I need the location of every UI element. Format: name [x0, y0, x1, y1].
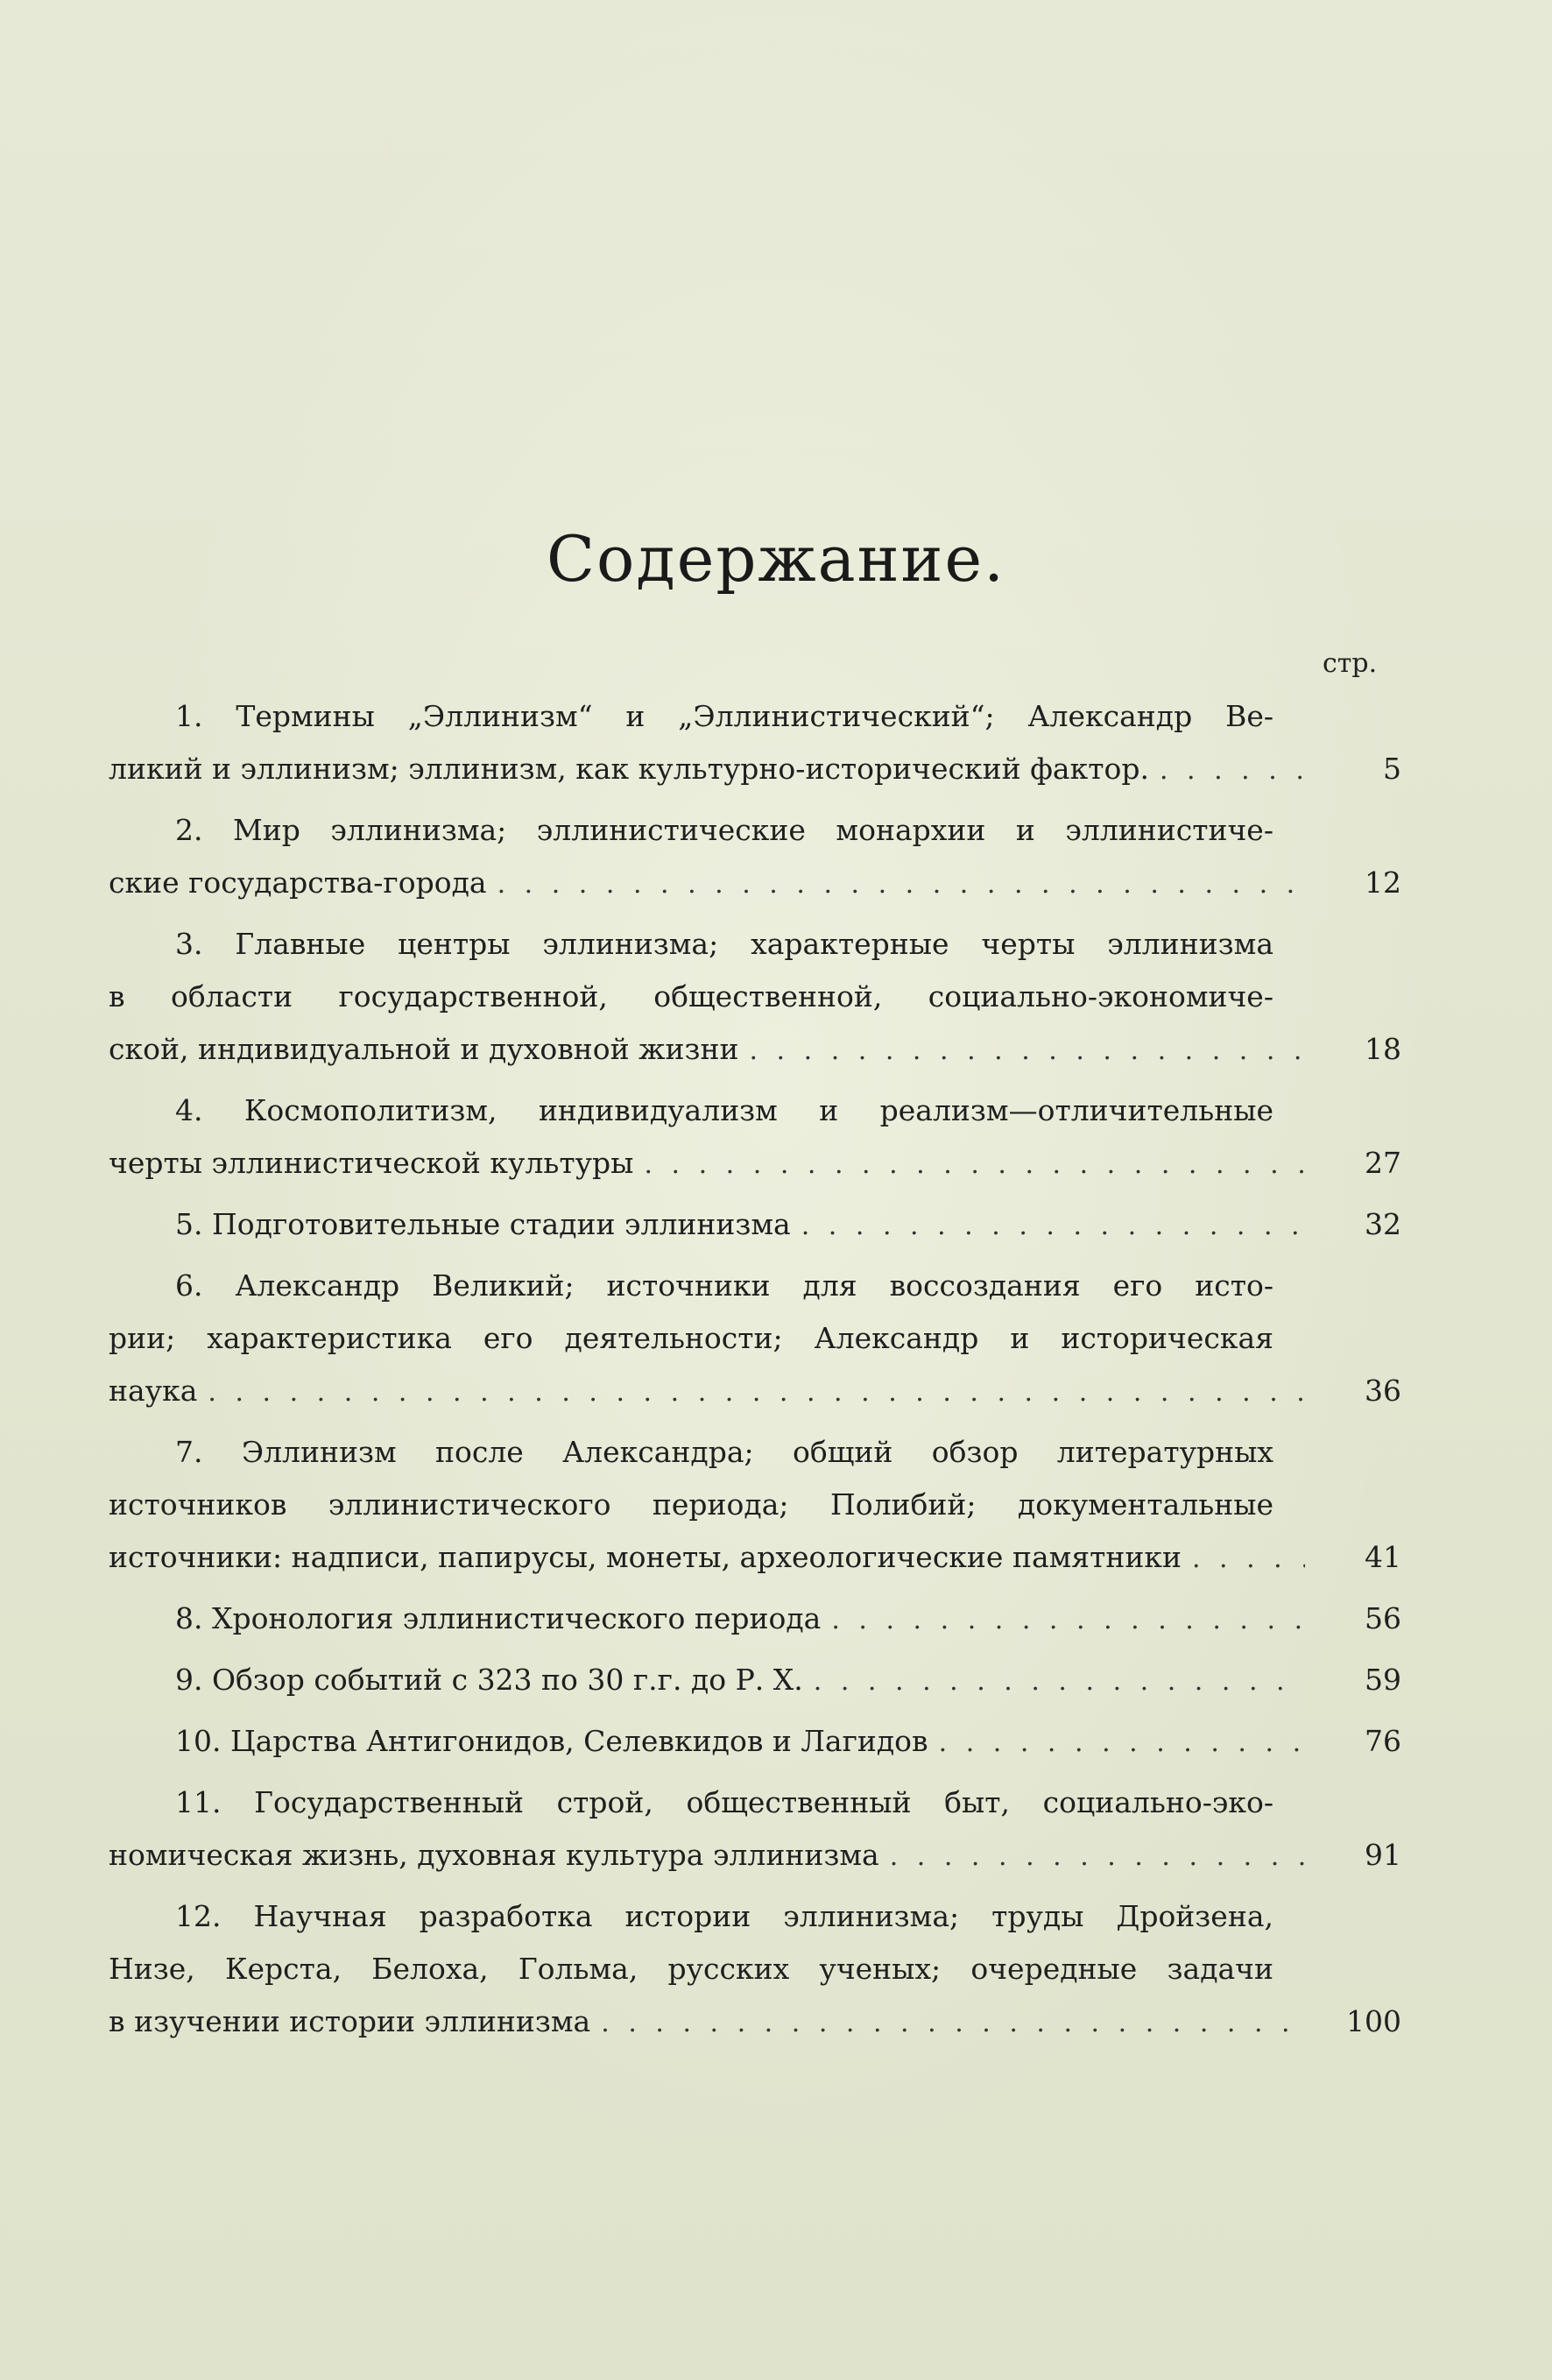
page-title: Содержание. — [546, 522, 1006, 596]
toc-entry-text: 5. Подготовительные стадии эллинизма — [175, 1207, 791, 1241]
toc-entry — [109, 1593, 1401, 1645]
toc-entry-last-line — [109, 1654, 1401, 1706]
toc-page-number: 27 — [1365, 1146, 1401, 1180]
dot-leader — [590, 1997, 1305, 2048]
dot-leader — [1182, 1533, 1305, 1584]
toc-entry-text: источников эллинистического периода; Полибий; документальные — [109, 1487, 1273, 1522]
toc-entry-text: 6. Александр Великий; источники для воссоздания его исто- — [175, 1268, 1273, 1303]
toc-entry-line — [109, 1084, 1273, 1137]
toc-entry-last-line — [109, 743, 1401, 795]
toc-entry-last-line — [109, 1531, 1401, 1584]
toc-entry-last-line — [109, 1715, 1401, 1768]
toc-entry-text: 12. Научная разработка истории эллинизма; труды Дройзена, — [175, 1899, 1273, 1933]
toc-entry-line — [109, 1426, 1273, 1479]
dot-leader — [928, 1717, 1305, 1768]
toc-entry-text: 1. Термины „Эллинизм“ и „Эллинистический“; Александр Ве- — [175, 699, 1273, 733]
dot-leader — [633, 1139, 1305, 1190]
toc-entry-text: ликий и эллинизм; эллинизм, как культурно-исторический фактор. — [109, 752, 1149, 786]
toc-entry — [109, 1260, 1401, 1417]
toc-entry-text: ской, индивидуальной и духовной жизни — [109, 1032, 739, 1066]
dot-leader — [738, 1025, 1305, 1076]
toc-entry-text: 7. Эллинизм после Александра; общий обзор литературных — [175, 1435, 1273, 1469]
toc-entry-last-line — [109, 1995, 1401, 2048]
toc-page-number: 5 — [1383, 752, 1401, 786]
toc-entry-text: черты эллинистической культуры — [109, 1146, 634, 1180]
toc-entry — [109, 1890, 1401, 2048]
toc-entry-line — [109, 1260, 1273, 1312]
toc-entry-text: 9. Обзор событий с 323 по 30 г.г. до Р. Х. — [175, 1663, 803, 1697]
toc-entry-line — [109, 1943, 1273, 1995]
toc-entry-text: наука — [109, 1374, 198, 1408]
toc-page-number: 41 — [1365, 1540, 1401, 1574]
dot-leader — [821, 1594, 1305, 1645]
toc-page-number: 18 — [1365, 1032, 1401, 1066]
toc-entry — [109, 804, 1401, 909]
toc-entry — [109, 918, 1401, 1076]
toc-entry-line — [109, 1479, 1273, 1531]
dot-leader — [197, 1367, 1305, 1417]
toc-entry-text: номическая жизнь, духовная культура эллинизма — [109, 1838, 879, 1872]
toc-entry-line — [109, 1776, 1273, 1829]
toc-page-number: 56 — [1365, 1601, 1401, 1635]
dot-leader — [1149, 745, 1305, 795]
toc-page-number: 59 — [1365, 1663, 1401, 1697]
toc-entry-text: 10. Царства Антигонидов, Селевкидов и Лагидов — [175, 1724, 928, 1758]
toc-entry-text: 2. Мир эллинизма; эллинистические монархии и эллинистиче- — [175, 813, 1273, 847]
toc-entry-last-line — [109, 1829, 1401, 1882]
toc-entry-last-line — [109, 857, 1401, 909]
toc-page-number: 32 — [1365, 1207, 1401, 1241]
toc-entry — [109, 1654, 1401, 1706]
toc-page-number: 91 — [1365, 1838, 1401, 1872]
toc-entry-line — [109, 690, 1273, 743]
toc-entry-last-line — [109, 1137, 1401, 1190]
toc-entry — [109, 1715, 1401, 1768]
toc-entry-text: 3. Главные центры эллинизма; характерные черты эллинизма — [175, 927, 1273, 961]
toc-entry-text: 4. Космополитизм, индивидуализм и реализм—отличительные — [175, 1093, 1273, 1127]
toc-entry-line — [109, 1890, 1273, 1943]
toc-entry-text: в области государственной, общественной, социально-экономиче- — [109, 979, 1273, 1013]
toc-entry — [109, 690, 1401, 795]
dot-leader — [803, 1656, 1305, 1706]
toc-entry-text: в изучении истории эллинизма — [109, 2004, 591, 2038]
toc-entry — [109, 1198, 1401, 1251]
toc-entry — [109, 1776, 1401, 1882]
toc-entry-text: источники: надписи, папирусы, монеты, археологические памятники — [109, 1540, 1182, 1574]
toc-page-number: 36 — [1365, 1374, 1401, 1408]
toc-entry-line — [109, 918, 1273, 971]
toc-entry-line — [109, 971, 1273, 1023]
toc-page-number: 100 — [1346, 2004, 1401, 2038]
toc-entry-text: 11. Государственный строй, общественный быт, социально-эко- — [175, 1785, 1273, 1819]
toc-entry-last-line — [109, 1198, 1401, 1251]
toc-entry-last-line — [109, 1365, 1401, 1417]
dot-leader — [487, 858, 1305, 909]
toc-entry-text: Низе, Керста, Белоха, Гольма, русских ученых; очередные задачи — [109, 1952, 1273, 1986]
toc-entry-last-line — [109, 1023, 1401, 1076]
dot-leader — [879, 1831, 1305, 1882]
toc-entry-last-line — [109, 1593, 1401, 1645]
toc-entry-text: ские государства-города — [109, 865, 487, 900]
toc-page-number: 76 — [1365, 1724, 1401, 1758]
toc-page-number: 12 — [1365, 865, 1401, 900]
dot-leader — [791, 1200, 1305, 1251]
toc-entry-text: 8. Хронология эллинистического периода — [175, 1601, 822, 1635]
toc-entry-text: рии; характеристика его деятельности; Александр и историческая — [109, 1321, 1273, 1355]
page-column-label: стр. — [1323, 648, 1378, 679]
toc-entry — [109, 1084, 1401, 1190]
toc-entry — [109, 1426, 1401, 1584]
toc-entry-line — [109, 1312, 1273, 1365]
toc-entry-line — [109, 804, 1273, 857]
table-of-contents — [109, 690, 1401, 2057]
